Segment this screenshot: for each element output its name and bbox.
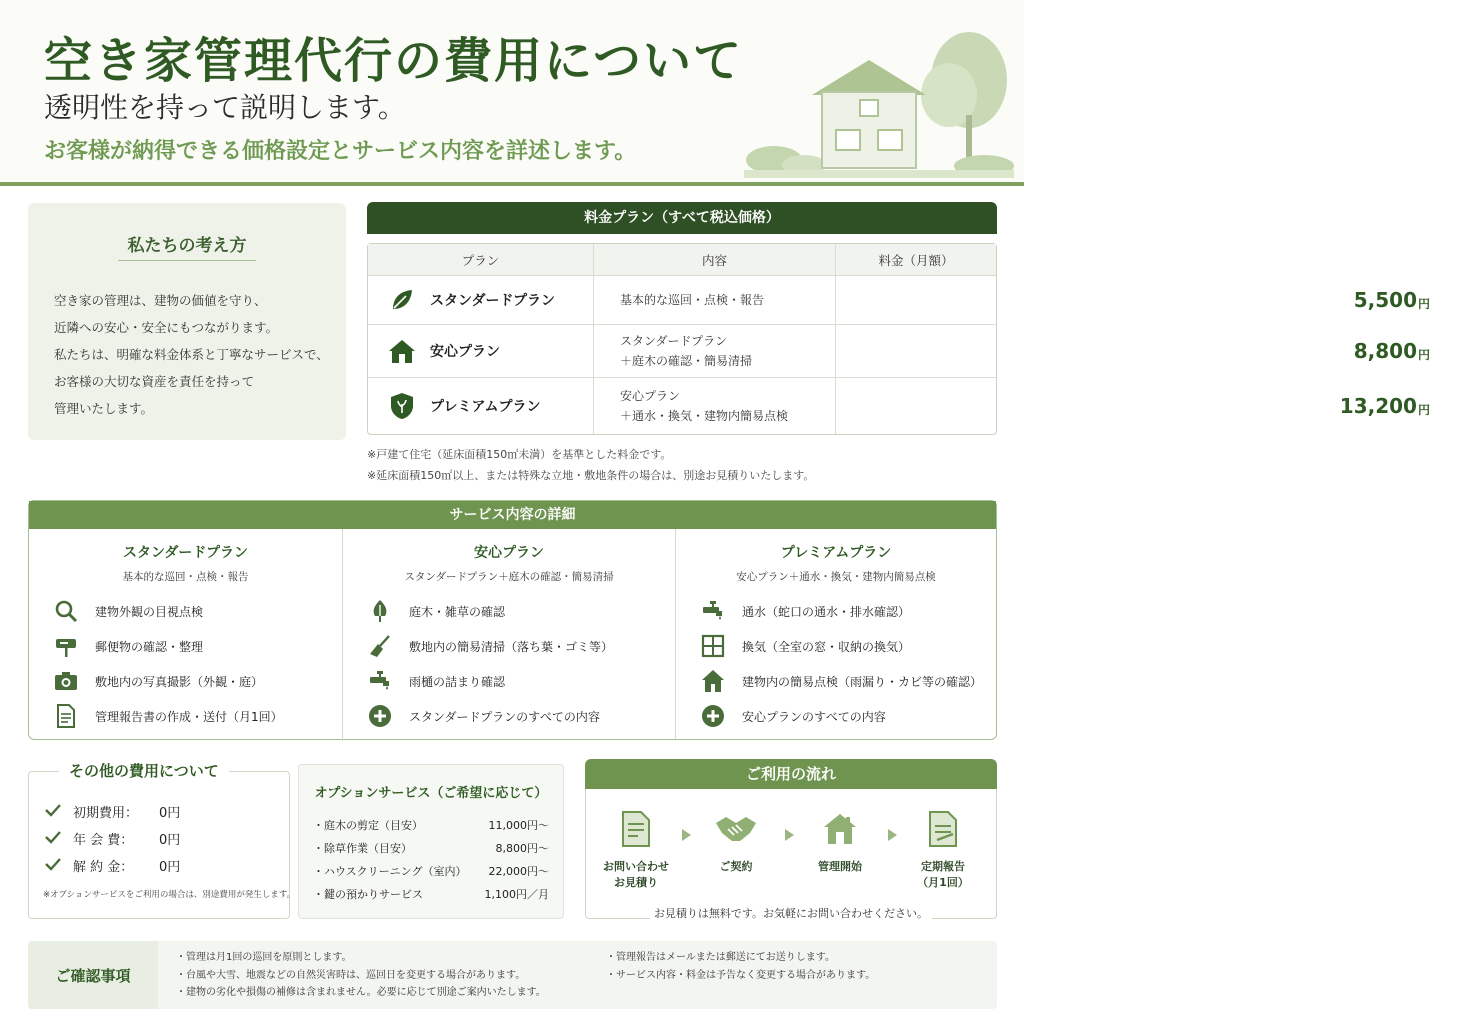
service-plan-summary: 安心プラン＋通水・換気・建物内簡易点検 <box>736 571 936 583</box>
check-icon <box>45 830 63 848</box>
plan-price-unit: 円 <box>1417 402 1430 417</box>
service-plan-name: スタンダードプラン <box>122 545 249 561</box>
flow-arrow-icon <box>888 829 897 841</box>
confirmation-list <box>606 949 875 984</box>
option-row: ・除草作業（目安） 8,800円〜 <box>313 842 549 855</box>
confirmation-title: ご確認事項 <box>28 941 158 1009</box>
confirmation-item: ・サービス内容・料金は予告なく変更する場合があります。 <box>606 969 876 981</box>
service-item: 建物内の簡易点検（雨漏り・カビ等の確認） <box>700 668 982 694</box>
service-item: 郵便物の確認・整理 <box>53 633 203 659</box>
flow-box <box>585 789 997 919</box>
pricing-notes <box>367 444 814 486</box>
flow-step-label: お問い合わせ お見積り <box>603 860 669 889</box>
flow-footer: お見積りは無料です。お気軽にお問い合わせください。 <box>586 905 996 921</box>
plan-price-amount: 13,200 <box>1339 394 1417 418</box>
flow-step <box>596 809 676 891</box>
option-services-box <box>298 764 564 919</box>
plan-price <box>836 378 1464 434</box>
confirmation-item: ・管理報告はメールまたは郵送にてお送りします。 <box>606 952 835 963</box>
page-title: 空き家管理代行の費用について <box>44 33 744 89</box>
plan-description: 基本的な巡回・点検・報告 <box>620 293 765 307</box>
philosophy-line: 管理いたします。 <box>54 401 154 416</box>
service-details <box>28 500 997 740</box>
other-cost-row: 初期費用： 0円 <box>45 802 180 821</box>
flow-step-label: 定期報告 （月1回） <box>917 860 969 889</box>
philosophy-box <box>28 203 346 440</box>
philosophy-line: お客様の大切な資産を責任を持って <box>54 374 255 389</box>
mailbox-icon <box>53 633 79 659</box>
service-column-standard <box>29 529 343 741</box>
pricing-title: 料金プラン（すべて税込価格） <box>367 202 997 234</box>
confirmation-item: ・台風や大雪、地震などの自然災害時は、巡回日を変更する場合があります。 <box>176 969 526 981</box>
plan-name: スタンダードプラン <box>430 293 556 309</box>
plan-price-amount: 8,800 <box>1353 339 1417 363</box>
other-costs-box <box>28 762 296 919</box>
faucet-icon <box>700 598 726 624</box>
option-row: ・ハウスクリーニング（室内） 22,000円〜 <box>313 865 549 878</box>
flow-step-label: ご契約 <box>719 860 753 873</box>
flow-step-label: 管理開始 <box>818 860 862 873</box>
leaf-icon <box>388 286 416 314</box>
option-services-title: オプションサービス（ご希望に応じて） <box>314 786 548 801</box>
confirmation-item: ・管理は月1回の巡回を原則とします。 <box>176 952 352 963</box>
service-item: 敷地内の写真撮影（外観・庭） <box>53 668 263 694</box>
service-plan-name: 安心プラン <box>474 545 544 561</box>
philosophy-title: 私たちの考え方 <box>127 236 247 256</box>
house-icon <box>700 668 726 694</box>
philosophy-text <box>54 287 344 422</box>
header-divider <box>0 182 1024 186</box>
faucet-icon <box>367 668 393 694</box>
plus-circle-icon <box>700 703 726 729</box>
pricing-column-header: プラン <box>368 244 594 275</box>
pricing-row <box>368 325 1430 378</box>
broom-icon <box>367 633 393 659</box>
service-item: 換気（全室の窓・収納の換気） <box>700 633 910 659</box>
service-column-premium <box>676 529 996 741</box>
option-row: ・庭木の剪定（目安） 11,000円〜 <box>313 819 549 832</box>
report-icon <box>923 809 963 849</box>
other-cost-row: 年 会 費： 0円 <box>45 829 180 848</box>
service-item: 通水（蛇口の通水・排水確認） <box>700 598 910 624</box>
plan-description: 安心プラン ＋通水・換気・建物内簡易点検 <box>620 389 789 423</box>
service-item: 管理報告書の作成・送付（月1回） <box>53 703 283 729</box>
confirmation-item: ・建物の劣化や損傷の補修は含まれません。必要に応じて別途ご案内いたします。 <box>176 987 546 998</box>
service-item: スタンダードプランのすべての内容 <box>367 703 600 729</box>
philosophy-line: 近隣への安心・安全にもつながります。 <box>54 320 279 335</box>
leaf-icon <box>367 598 393 624</box>
service-plan-name: プレミアムプラン <box>780 545 892 561</box>
other-costs-title: その他の費用について <box>59 760 229 781</box>
flow-title: ご利用の流れ <box>585 759 997 789</box>
page-header <box>0 0 1024 186</box>
service-plan-summary: 基本的な巡回・点検・報告 <box>122 571 249 583</box>
house-tree-illustration <box>744 20 1014 178</box>
pricing-header-row <box>368 244 996 276</box>
window-icon <box>700 633 726 659</box>
plus-circle-icon <box>367 703 393 729</box>
form-icon <box>616 809 656 849</box>
flow-arrow-icon <box>682 829 691 841</box>
page-subtitle: 透明性を持って説明します。 <box>44 91 406 124</box>
plan-name: 安心プラン <box>430 344 500 360</box>
handshake-icon <box>716 809 756 849</box>
pricing-column-header: 料金（月額） <box>878 252 954 268</box>
confirmation-list <box>176 949 546 1002</box>
service-plan-summary: スタンダードプラン＋庭木の確認・簡易清掃 <box>404 571 614 583</box>
other-cost-row: 解 約 金： 0円 <box>45 856 180 875</box>
check-icon <box>45 803 63 821</box>
service-item: 安心プランのすべての内容 <box>700 703 886 729</box>
service-item: 庭木・雑草の確認 <box>367 598 505 624</box>
house-icon <box>820 809 860 849</box>
option-row: ・鍵の預かりサービス 1,100円／月 <box>313 888 549 901</box>
check-icon <box>45 857 63 875</box>
service-details-title: サービス内容の詳細 <box>29 501 996 529</box>
camera-icon <box>53 668 79 694</box>
plan-price <box>836 276 1464 324</box>
shield-leaf-icon <box>388 392 416 420</box>
plan-price <box>836 325 1464 377</box>
pricing-table <box>367 243 1430 435</box>
magnifier-icon <box>53 598 79 624</box>
service-item: 雨樋の詰まり確認 <box>367 668 505 694</box>
plan-name: プレミアムプラン <box>430 399 541 415</box>
document-icon <box>53 703 79 729</box>
pricing-note: ※戸建て住宅（延床面積150㎡未満）を基準とした料金です。 <box>367 448 672 461</box>
flow-arrow-icon <box>785 829 794 841</box>
pricing-note: ※延床面積150㎡以上、または特殊な立地・敷地条件の場合は、別途お見積りいたします。 <box>367 469 815 482</box>
service-item: 敷地内の簡易清掃（落ち葉・ゴミ等） <box>367 633 613 659</box>
flow-step <box>696 809 776 875</box>
plan-description: スタンダードプラン ＋庭木の確認・簡易清掃 <box>620 334 753 368</box>
confirmation-box <box>28 941 997 1009</box>
pricing-row <box>368 276 1430 325</box>
house-icon <box>388 337 416 365</box>
service-item: 建物外観の目視点検 <box>53 598 203 624</box>
plan-price-unit: 円 <box>1417 296 1430 311</box>
pricing-column-header: 内容 <box>594 244 836 275</box>
plan-price-amount: 5,500 <box>1353 288 1417 312</box>
other-costs-note: ※オプションサービスをご利用の場合は、別途費用が発生します。 <box>43 890 296 900</box>
philosophy-line: 空き家の管理は、建物の価値を守り、 <box>54 293 267 308</box>
plan-price-unit: 円 <box>1417 347 1430 362</box>
philosophy-line: 私たちは、明確な料金体系と丁寧なサービスで、 <box>54 347 329 362</box>
flow-step <box>800 809 880 875</box>
service-column-anshin <box>343 529 676 741</box>
flow-step <box>903 809 983 891</box>
page-tagline: お客様が納得できる価格設定とサービス内容を詳述します。 <box>44 139 637 164</box>
pricing-row <box>368 378 1430 434</box>
